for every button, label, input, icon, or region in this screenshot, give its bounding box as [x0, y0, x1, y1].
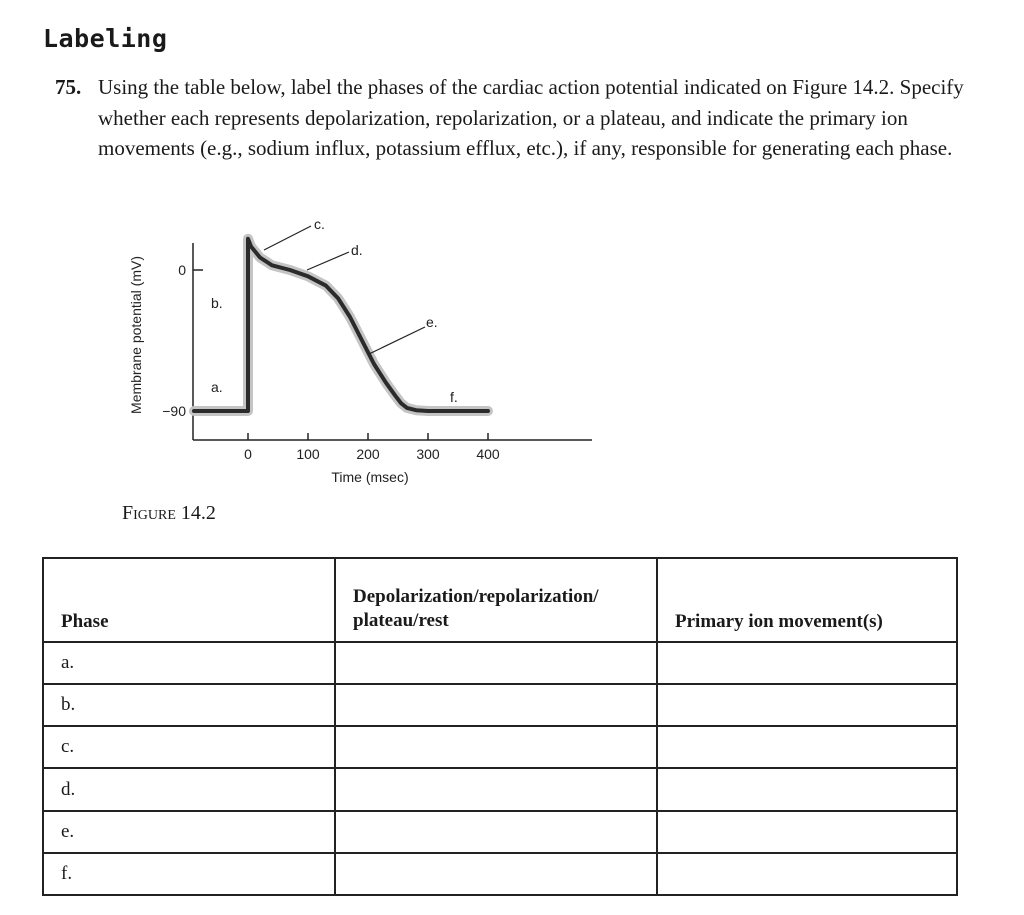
label-c: c. [314, 216, 325, 232]
table-row [43, 642, 957, 684]
table-row [43, 726, 957, 768]
cell-phase: d. [43, 768, 335, 810]
cell-ions[interactable] [657, 684, 957, 726]
cell-phase: a. [43, 642, 335, 684]
answer-table [42, 557, 958, 896]
y-tick-label-0: 0 [178, 262, 186, 278]
question-text: Using the table below, label the phases of the cardiac action potential indicated on Figure 14.2. Specify whether each represents depolarization, repolarization, or a plateau, and indicate the primary ion movements (e.g., sodium influx, potassium efflux, etc.), if any, responsible for generating each phase. [98, 75, 964, 160]
y-axis-label: Membrane potential (mV) [128, 256, 144, 414]
question-number: 75. [55, 75, 82, 99]
leader-c [264, 226, 311, 250]
curve-halo [194, 239, 488, 411]
cell-type[interactable] [335, 811, 657, 853]
cell-type[interactable] [335, 726, 657, 768]
cell-type[interactable] [335, 642, 657, 684]
header-ions: Primary ion movement(s) [657, 558, 957, 642]
cell-phase: e. [43, 811, 335, 853]
header-type: Depolarization/repolarization/ plateau/rest [335, 558, 657, 642]
table-row [43, 853, 957, 895]
x-tick-label-200: 200 [356, 446, 380, 462]
label-f: f. [450, 389, 458, 405]
y-tick-label-neg90: −90 [162, 403, 186, 419]
cell-type[interactable] [335, 684, 657, 726]
leader-d [307, 252, 349, 270]
cell-phase: f. [43, 853, 335, 895]
cell-ions[interactable] [657, 768, 957, 810]
cell-ions[interactable] [657, 726, 957, 768]
table-row [43, 768, 957, 810]
table-header-row [43, 558, 957, 642]
section-heading: Labeling [43, 24, 168, 53]
label-a: a. [211, 379, 223, 395]
leader-e [369, 327, 425, 354]
cell-type[interactable] [335, 853, 657, 895]
cell-phase: c. [43, 726, 335, 768]
x-tick-label-300: 300 [416, 446, 440, 462]
cell-ions[interactable] [657, 811, 957, 853]
action-potential-curve [194, 239, 488, 411]
header-phase: Phase [43, 558, 335, 642]
cell-type[interactable] [335, 768, 657, 810]
x-axis-label: Time (msec) [331, 469, 409, 485]
x-tick-label-400: 400 [476, 446, 500, 462]
x-tick-label-100: 100 [296, 446, 320, 462]
cell-ions[interactable] [657, 642, 957, 684]
x-tick-label-0: 0 [244, 446, 252, 462]
table-row [43, 811, 957, 853]
table-row [43, 684, 957, 726]
label-d: d. [351, 242, 363, 258]
cell-phase: b. [43, 684, 335, 726]
cell-ions[interactable] [657, 853, 957, 895]
label-b: b. [211, 295, 223, 311]
figure-caption: Figure 14.2 [122, 502, 216, 524]
label-e: e. [426, 314, 438, 330]
